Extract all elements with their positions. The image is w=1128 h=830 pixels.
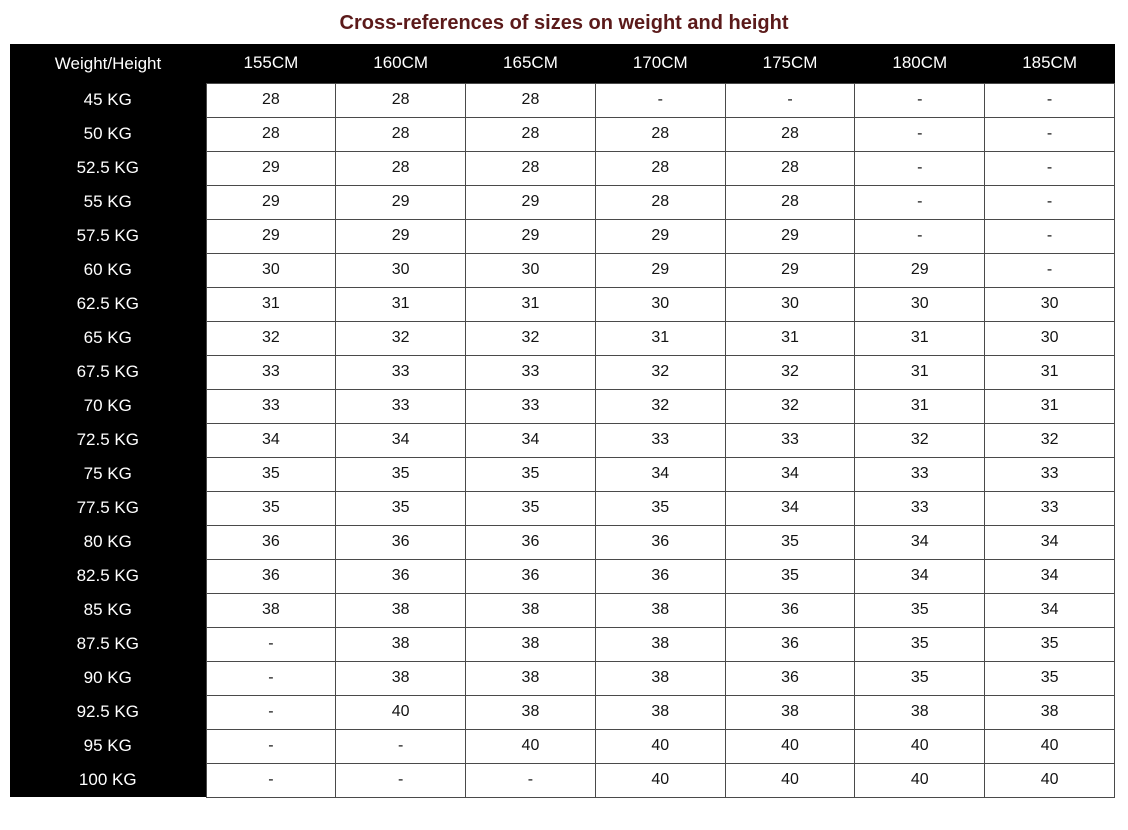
size-value-cell: - (725, 83, 855, 117)
size-value-cell: 28 (466, 117, 596, 151)
size-value-cell: 30 (725, 287, 855, 321)
size-value-cell: - (206, 763, 336, 797)
size-value-cell: 36 (595, 525, 725, 559)
size-value-cell: 34 (855, 525, 985, 559)
size-value-cell: 29 (336, 219, 466, 253)
size-value-cell: 40 (466, 729, 596, 763)
weight-label: 55 KG (10, 185, 206, 219)
size-value-cell: 38 (595, 695, 725, 729)
size-value-cell: 35 (855, 627, 985, 661)
size-value-cell: - (206, 661, 336, 695)
size-value-cell: - (595, 83, 725, 117)
size-value-cell: 28 (336, 117, 466, 151)
size-value-cell: 38 (466, 661, 596, 695)
size-value-cell: 28 (466, 151, 596, 185)
size-value-cell: 31 (985, 389, 1115, 423)
weight-label: 60 KG (10, 253, 206, 287)
size-value-cell: - (985, 83, 1115, 117)
size-value-cell: 31 (336, 287, 466, 321)
size-value-cell: 40 (855, 729, 985, 763)
size-value-cell: 28 (206, 117, 336, 151)
size-chart-table (10, 44, 1115, 798)
weight-label: 62.5 KG (10, 287, 206, 321)
table-row (10, 661, 1115, 695)
size-value-cell: 33 (855, 491, 985, 525)
height-header: 185CM (985, 44, 1115, 83)
size-value-cell: 38 (466, 593, 596, 627)
weight-label: 95 KG (10, 729, 206, 763)
size-value-cell: 32 (595, 355, 725, 389)
size-value-cell: 38 (595, 593, 725, 627)
size-value-cell: 35 (985, 661, 1115, 695)
size-value-cell: 28 (725, 185, 855, 219)
size-value-cell: - (855, 219, 985, 253)
size-value-cell: 30 (336, 253, 466, 287)
size-value-cell: 38 (206, 593, 336, 627)
size-value-cell: 38 (336, 661, 466, 695)
size-value-cell: 31 (855, 355, 985, 389)
size-value-cell: 40 (595, 729, 725, 763)
weight-label: 100 KG (10, 763, 206, 797)
size-value-cell: 40 (595, 763, 725, 797)
size-value-cell: 40 (725, 763, 855, 797)
size-value-cell: 32 (725, 389, 855, 423)
size-value-cell: 35 (466, 491, 596, 525)
size-value-cell: - (985, 151, 1115, 185)
table-row (10, 695, 1115, 729)
size-value-cell: 34 (336, 423, 466, 457)
size-value-cell: - (855, 117, 985, 151)
weight-label: 77.5 KG (10, 491, 206, 525)
size-value-cell: 33 (855, 457, 985, 491)
size-value-cell: 31 (985, 355, 1115, 389)
table-row (10, 253, 1115, 287)
size-value-cell: 29 (595, 253, 725, 287)
size-value-cell: 32 (725, 355, 855, 389)
size-value-cell: - (206, 729, 336, 763)
size-value-cell: 38 (725, 695, 855, 729)
size-value-cell: 33 (466, 389, 596, 423)
size-value-cell: 31 (855, 389, 985, 423)
size-value-cell: - (855, 83, 985, 117)
weight-label: 82.5 KG (10, 559, 206, 593)
size-value-cell: 29 (336, 185, 466, 219)
size-value-cell: 35 (855, 661, 985, 695)
height-header: 160CM (336, 44, 466, 83)
table-row (10, 287, 1115, 321)
size-value-cell: 34 (206, 423, 336, 457)
weight-label: 75 KG (10, 457, 206, 491)
size-value-cell: 40 (985, 729, 1115, 763)
size-value-cell: 40 (985, 763, 1115, 797)
weight-label: 70 KG (10, 389, 206, 423)
size-value-cell: 33 (336, 355, 466, 389)
size-value-cell: - (985, 117, 1115, 151)
size-value-cell: 34 (855, 559, 985, 593)
size-value-cell: 31 (855, 321, 985, 355)
page-title: Cross-references of sizes on weight and height (339, 12, 789, 34)
size-value-cell: 36 (725, 661, 855, 695)
table-row (10, 219, 1115, 253)
height-header: 165CM (466, 44, 596, 83)
size-value-cell: 34 (595, 457, 725, 491)
table-row (10, 389, 1115, 423)
size-value-cell: 38 (595, 627, 725, 661)
size-value-cell: 30 (985, 321, 1115, 355)
size-value-cell: 35 (985, 627, 1115, 661)
size-value-cell: 33 (336, 389, 466, 423)
height-header: 170CM (595, 44, 725, 83)
size-value-cell: 30 (466, 253, 596, 287)
weight-label: 87.5 KG (10, 627, 206, 661)
size-value-cell: 34 (466, 423, 596, 457)
size-value-cell: 28 (206, 83, 336, 117)
size-value-cell: 29 (206, 151, 336, 185)
size-value-cell: 34 (725, 491, 855, 525)
size-value-cell: 29 (725, 219, 855, 253)
size-value-cell: 29 (725, 253, 855, 287)
table-row (10, 593, 1115, 627)
size-value-cell: 28 (725, 117, 855, 151)
size-value-cell: 32 (985, 423, 1115, 457)
corner-header: Weight/Height (10, 44, 206, 83)
size-value-cell: 38 (985, 695, 1115, 729)
size-value-cell: 36 (466, 559, 596, 593)
height-header: 155CM (206, 44, 336, 83)
size-value-cell: 29 (466, 185, 596, 219)
weight-label: 65 KG (10, 321, 206, 355)
size-value-cell: 35 (336, 457, 466, 491)
size-chart-body (10, 83, 1115, 797)
size-value-cell: - (985, 185, 1115, 219)
weight-label: 92.5 KG (10, 695, 206, 729)
size-value-cell: 36 (336, 559, 466, 593)
size-value-cell: 28 (595, 117, 725, 151)
size-value-cell: 33 (595, 423, 725, 457)
size-value-cell: 33 (206, 389, 336, 423)
size-value-cell: 32 (466, 321, 596, 355)
size-value-cell: 30 (855, 287, 985, 321)
size-value-cell: 32 (206, 321, 336, 355)
table-row (10, 185, 1115, 219)
table-row (10, 457, 1115, 491)
size-value-cell: 32 (595, 389, 725, 423)
size-value-cell: 34 (985, 525, 1115, 559)
size-value-cell: 38 (466, 627, 596, 661)
size-value-cell: 35 (336, 491, 466, 525)
size-value-cell: 32 (336, 321, 466, 355)
size-value-cell: - (985, 219, 1115, 253)
size-value-cell: 29 (466, 219, 596, 253)
table-row (10, 525, 1115, 559)
table-row (10, 559, 1115, 593)
size-value-cell: 38 (595, 661, 725, 695)
size-value-cell: 38 (855, 695, 985, 729)
size-value-cell: 33 (985, 457, 1115, 491)
table-row (10, 151, 1115, 185)
size-value-cell: 31 (466, 287, 596, 321)
table-row (10, 117, 1115, 151)
size-value-cell: 35 (206, 491, 336, 525)
size-value-cell: 31 (595, 321, 725, 355)
size-value-cell: 28 (336, 83, 466, 117)
table-row (10, 355, 1115, 389)
size-value-cell: 32 (855, 423, 985, 457)
size-value-cell: 29 (855, 253, 985, 287)
size-value-cell: 36 (206, 525, 336, 559)
size-value-cell: 33 (985, 491, 1115, 525)
size-value-cell: - (336, 729, 466, 763)
size-value-cell: 29 (206, 185, 336, 219)
size-value-cell: 36 (466, 525, 596, 559)
size-value-cell: 29 (206, 219, 336, 253)
size-value-cell: 38 (336, 627, 466, 661)
weight-label: 67.5 KG (10, 355, 206, 389)
table-row (10, 321, 1115, 355)
size-value-cell: 34 (985, 593, 1115, 627)
size-value-cell: 36 (206, 559, 336, 593)
table-row (10, 627, 1115, 661)
size-value-cell: 35 (595, 491, 725, 525)
size-value-cell: 28 (595, 185, 725, 219)
size-value-cell: 35 (855, 593, 985, 627)
size-value-cell: 31 (725, 321, 855, 355)
height-header: 180CM (855, 44, 985, 83)
size-value-cell: 40 (725, 729, 855, 763)
size-value-cell: 38 (466, 695, 596, 729)
size-value-cell: 40 (336, 695, 466, 729)
size-value-cell: - (206, 695, 336, 729)
size-value-cell: 35 (466, 457, 596, 491)
weight-label: 57.5 KG (10, 219, 206, 253)
size-value-cell: - (985, 253, 1115, 287)
size-value-cell: - (336, 763, 466, 797)
size-value-cell: 33 (206, 355, 336, 389)
table-row (10, 491, 1115, 525)
size-value-cell: - (855, 185, 985, 219)
size-value-cell: 28 (336, 151, 466, 185)
size-value-cell: - (466, 763, 596, 797)
size-chart-header-row (10, 44, 1115, 83)
weight-label: 72.5 KG (10, 423, 206, 457)
weight-label: 90 KG (10, 661, 206, 695)
size-value-cell: - (206, 627, 336, 661)
size-value-cell: 33 (725, 423, 855, 457)
size-value-cell: 30 (206, 253, 336, 287)
weight-label: 50 KG (10, 117, 206, 151)
table-row (10, 763, 1115, 797)
size-value-cell: 36 (595, 559, 725, 593)
size-value-cell: 30 (985, 287, 1115, 321)
size-value-cell: 36 (336, 525, 466, 559)
size-value-cell: 29 (595, 219, 725, 253)
size-value-cell: - (855, 151, 985, 185)
weight-label: 80 KG (10, 525, 206, 559)
size-value-cell: 35 (725, 525, 855, 559)
size-value-cell: 33 (466, 355, 596, 389)
table-row (10, 729, 1115, 763)
size-value-cell: 36 (725, 627, 855, 661)
weight-label: 85 KG (10, 593, 206, 627)
size-value-cell: 40 (855, 763, 985, 797)
size-value-cell: 34 (985, 559, 1115, 593)
size-value-cell: 28 (595, 151, 725, 185)
weight-label: 45 KG (10, 83, 206, 117)
size-value-cell: 35 (206, 457, 336, 491)
size-value-cell: 34 (725, 457, 855, 491)
table-row (10, 83, 1115, 117)
size-value-cell: 28 (725, 151, 855, 185)
size-value-cell: 31 (206, 287, 336, 321)
size-value-cell: 38 (336, 593, 466, 627)
size-value-cell: 28 (466, 83, 596, 117)
size-value-cell: 30 (595, 287, 725, 321)
size-value-cell: 35 (725, 559, 855, 593)
size-value-cell: 36 (725, 593, 855, 627)
height-header: 175CM (725, 44, 855, 83)
table-row (10, 423, 1115, 457)
weight-label: 52.5 KG (10, 151, 206, 185)
